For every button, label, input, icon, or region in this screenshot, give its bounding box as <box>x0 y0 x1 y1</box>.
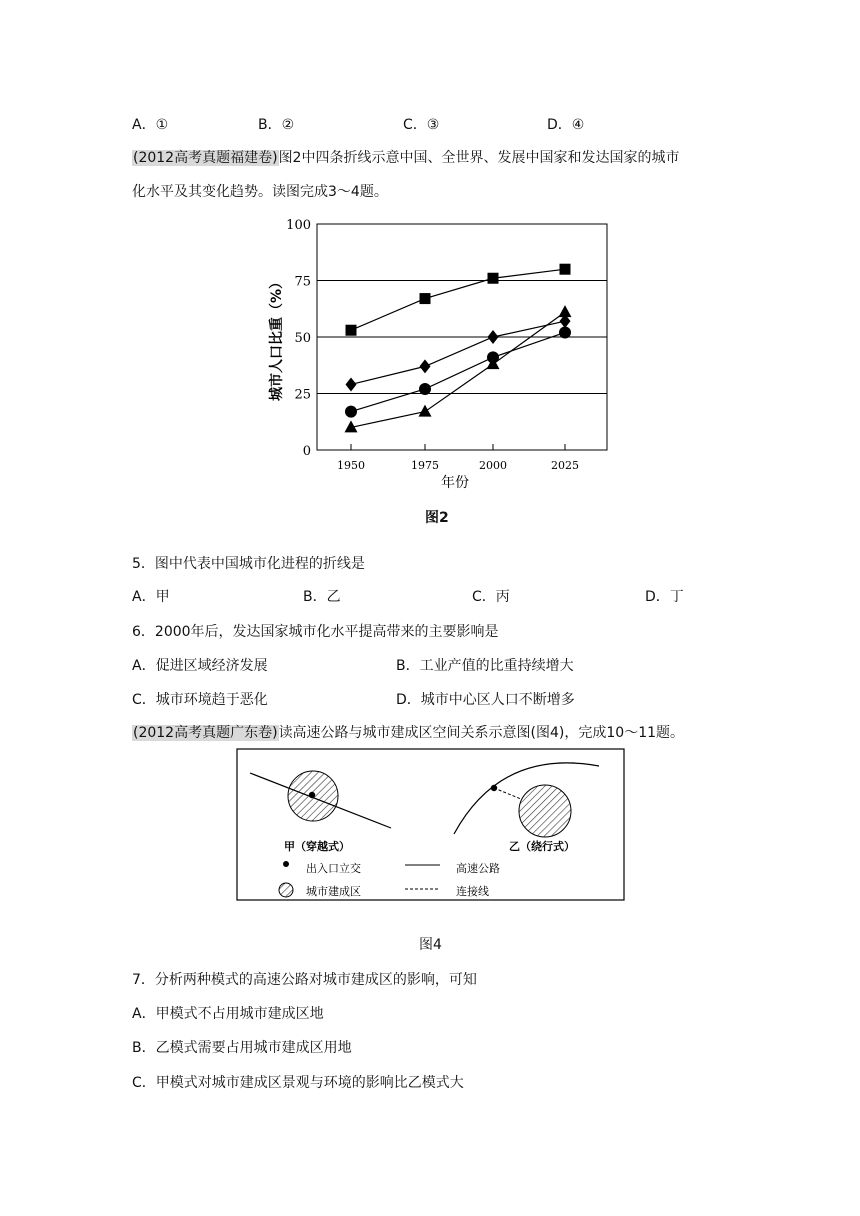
diamond-marker <box>420 359 431 373</box>
mode-b-label: 乙（绕行式） <box>509 840 575 853</box>
square-marker <box>488 273 499 284</box>
square-marker <box>420 293 431 304</box>
triangle-marker <box>419 405 432 417</box>
mode-a-label: 甲（穿越式） <box>284 840 350 853</box>
source-tag: (2012高考真题福建卷) <box>133 150 278 166</box>
prev-option-b: B．② <box>258 117 295 133</box>
x-tick-label: 2000 <box>479 459 507 472</box>
x-tick-label: 1950 <box>337 459 365 472</box>
source-tag: (2012高考真题广东卷) <box>133 725 278 741</box>
q6-option-d: D．城市中心区人口不断增多 <box>396 692 575 708</box>
y-tick-label: 50 <box>294 331 311 346</box>
circle-marker <box>419 383 431 395</box>
series-line <box>351 332 565 411</box>
triangle-marker <box>559 305 572 317</box>
legend-built-area: 城市建成区 <box>306 885 361 898</box>
square-marker <box>346 325 357 336</box>
y-axis-label: 城市人口比重（%） <box>269 274 285 402</box>
intro1-text: 图2中四条折线示意中国、全世界、发展中国家和发达国家的城市 <box>278 150 680 166</box>
interchange-b <box>491 785 497 791</box>
expressway-diagram <box>236 748 626 902</box>
q7-option-b: B．乙模式需要占用城市建成区用地 <box>132 1040 352 1056</box>
q6-option-b: B．工业产值的比重持续增大 <box>396 658 574 674</box>
prev-option-c: C．③ <box>403 117 440 133</box>
y-tick-label: 100 <box>286 218 311 233</box>
legend-interchange: 出入口立交 <box>306 862 361 875</box>
prev-option-d: D．④ <box>547 117 585 133</box>
q5-option-d: D．丁 <box>645 589 684 605</box>
diamond-marker <box>346 377 357 391</box>
q7-option-c: C．甲模式对城市建成区景观与环境的影响比乙模式大 <box>132 1075 464 1091</box>
y-tick-label: 25 <box>294 387 311 403</box>
figure2-caption: 图2 <box>425 510 449 526</box>
x-axis-label: 年份 <box>441 475 469 491</box>
circle-marker <box>345 406 357 418</box>
intro1-line2: 化水平及其变化趋势。读图完成3～4题。 <box>132 184 388 200</box>
urbanization-chart <box>255 210 625 495</box>
intro2-text: 读高速公路与城市建成区空间关系示意图(图4)，完成10～11题。 <box>278 725 685 741</box>
circle-marker <box>559 326 571 338</box>
figure4-caption: 图4 <box>419 937 442 953</box>
series-line <box>351 321 565 384</box>
q5-option-b: B．乙 <box>303 589 341 605</box>
q6-option-a: A．促进区域经济发展 <box>132 658 268 674</box>
q5-stem: 5．图中代表中国城市化进程的折线是 <box>132 556 365 572</box>
y-tick-label: 75 <box>294 274 311 290</box>
q5-option-c: C．丙 <box>472 589 510 605</box>
legend-expressway: 高速公路 <box>456 862 500 875</box>
q6-stem: 6．2000年后，发达国家城市化水平提高带来的主要影响是 <box>132 624 499 640</box>
built-area-b <box>519 785 571 837</box>
legend-connector: 连接线 <box>456 885 489 898</box>
q7-option-a: A．甲模式不占用城市建成区地 <box>132 1006 324 1022</box>
prev-option-a: A．① <box>132 117 169 133</box>
x-tick-label: 2025 <box>551 459 579 472</box>
x-tick-label: 1975 <box>411 459 439 472</box>
q7-stem: 7．分析两种模式的高速公路对城市建成区的影响，可知 <box>132 972 477 988</box>
y-tick-label: 0 <box>302 444 311 459</box>
intro1-line1 <box>132 147 679 167</box>
series-line <box>351 312 565 427</box>
diamond-marker <box>488 330 499 344</box>
q5-option-a: A．甲 <box>132 589 170 605</box>
intro2-line <box>132 722 684 742</box>
square-marker <box>560 264 571 275</box>
legend-dot-icon <box>283 861 289 867</box>
interchange-a <box>309 792 315 798</box>
series-line <box>351 269 565 330</box>
legend-hatch-icon <box>279 883 293 897</box>
q6-option-c: C．城市环境趋于恶化 <box>132 692 268 708</box>
